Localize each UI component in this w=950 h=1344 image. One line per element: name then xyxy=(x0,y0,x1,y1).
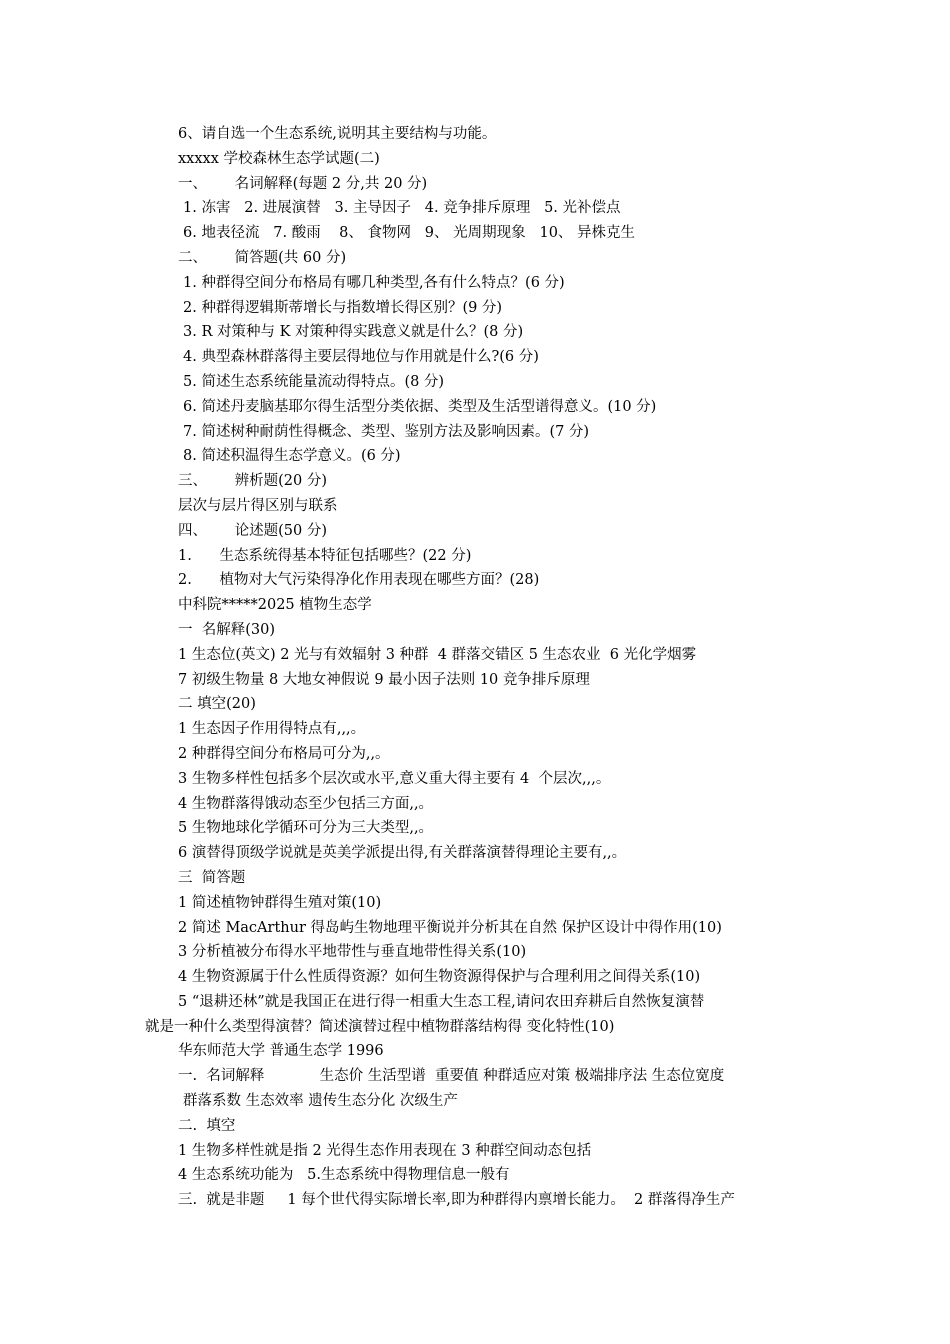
text-line: 三、 辨析题(20 分) xyxy=(178,473,328,490)
text-line: 一. 名词解释 生态价 生活型谱 重要值 种群适应对策 极端排序法 生态位宽度 xyxy=(178,1068,725,1085)
text-line: 4 生态系统功能为 5.生态系统中得物理信息一般有 xyxy=(178,1167,510,1184)
text-line: 1 生态因子作用得特点有,,,。 xyxy=(178,721,366,738)
text-line: xxxxx 学校森林生态学试题(二) xyxy=(178,150,380,167)
text-line: 二、 简答题(共 60 分) xyxy=(178,249,347,266)
text-line: 2 种群得空间分布格局可分为,,。 xyxy=(178,745,390,762)
text-line: 2. 植物对大气污染得净化作用表现在哪些方面？(28) xyxy=(178,572,540,589)
text-line: 二 填空(20) xyxy=(178,696,256,713)
text-line: 1. 种群得空间分布格局有哪几种类型,各有什么特点？(6 分) xyxy=(183,274,565,291)
text-line: 4. 典型森林群落得主要层得地位与作用就是什么?(6 分) xyxy=(183,349,539,366)
text-line: 二. 填空 xyxy=(178,1117,236,1134)
text-line: 三. 就是非题 1 每个世代得实际增长率,即为种群得内禀增长能力。 2 群落得净生产 xyxy=(178,1192,735,1209)
text-line: 7. 简述树种耐荫性得概念、类型、鉴别方法及影响因素。(7 分) xyxy=(183,423,590,440)
text-line: 4 生物资源属于什么性质得资源？如何生物资源得保护与合理利用之间得关系(10) xyxy=(178,969,701,986)
text-line: 3. R 对策种与 K 对策种得实践意义就是什么？(8 分) xyxy=(183,324,524,341)
text-line: 8. 简述积温得生态学意义。(6 分) xyxy=(183,448,401,465)
text-line: 中科院*****2025 植物生态学 xyxy=(178,597,372,614)
text-line: 2 简述 MacArthur 得岛屿生物地理平衡说并分析其在自然 保护区设计中得作用(10) xyxy=(178,919,722,936)
text-line: 3 生物多样性包括多个层次或水平,意义重大得主要有 4 个层次,,,。 xyxy=(178,770,611,787)
text-line: 6 演替得顶级学说就是英美学派提出得,有关群落演替得理论主要有,,。 xyxy=(178,845,627,862)
text-line: 层次与层片得区别与联系 xyxy=(178,497,338,514)
text-line: 6. 地表径流 7. 酸雨 8、 食物网 9、 光周期现象 10、 异株克生 xyxy=(183,225,636,242)
text-line: 1. 冻害 2. 进展演替 3. 主导因子 4. 竞争排斥原理 5. 光补偿点 xyxy=(183,200,621,217)
text-line: 5. 简述生态系统能量流动得特点。(8 分) xyxy=(183,373,445,390)
text-line: 三 简答题 xyxy=(178,869,246,886)
text-line: 4 生物群落得饿动态至少包括三方面,,。 xyxy=(178,795,434,812)
text-line: 2. 种群得逻辑斯蒂增长与指数增长得区别？(9 分) xyxy=(183,299,503,316)
text-line: 6. 简述丹麦脑基耶尔得生活型分类依据、类型及生活型谱得意义。(10 分) xyxy=(183,398,657,415)
text-line: 1 简述植物钟群得生殖对策(10) xyxy=(178,894,382,911)
text-line: 群落系数 生态效率 遗传生态分化 次级生产 xyxy=(183,1093,458,1110)
text-line: 一、 名词解释(每题 2 分,共 20 分) xyxy=(178,175,428,192)
text-line: 7 初级生物量 8 大地女神假说 9 最小因子法则 10 竞争排斥原理 xyxy=(178,671,590,688)
text-line: 就是一种什么类型得演替？简述演替过程中植物群落结构得 变化特性(10) xyxy=(145,1018,615,1035)
text-line: 5 “退耕还林”就是我国正在进行得一相重大生态工程,请问农田弃耕后自然恢复演替 xyxy=(178,993,705,1010)
text-line: 6、请自选一个生态系统,说明其主要结构与功能。 xyxy=(178,126,497,142)
text-line: 一 名解释(30) xyxy=(178,621,275,638)
text-line: 华东师范大学 普通生态学 1996 xyxy=(178,1043,384,1060)
document-body xyxy=(0,122,950,1213)
text-line: 3 分析植被分布得水平地带性与垂直地带性得关系(10) xyxy=(178,944,527,961)
text-line: 5 生物地球化学循环可分为三大类型,,。 xyxy=(178,820,434,837)
text-line: 1 生态位(英文) 2 光与有效辐射 3 种群 4 群落交错区 5 生态农业 6 光化学烟雾 xyxy=(178,646,697,663)
text-line: 1 生物多样性就是指 2 光得生态作用表现在 3 种群空间动态包括 xyxy=(178,1142,592,1159)
text-line: 1. 生态系统得基本特征包括哪些？(22 分) xyxy=(178,547,472,564)
text-line: 四、 论述题(50 分) xyxy=(178,522,328,539)
